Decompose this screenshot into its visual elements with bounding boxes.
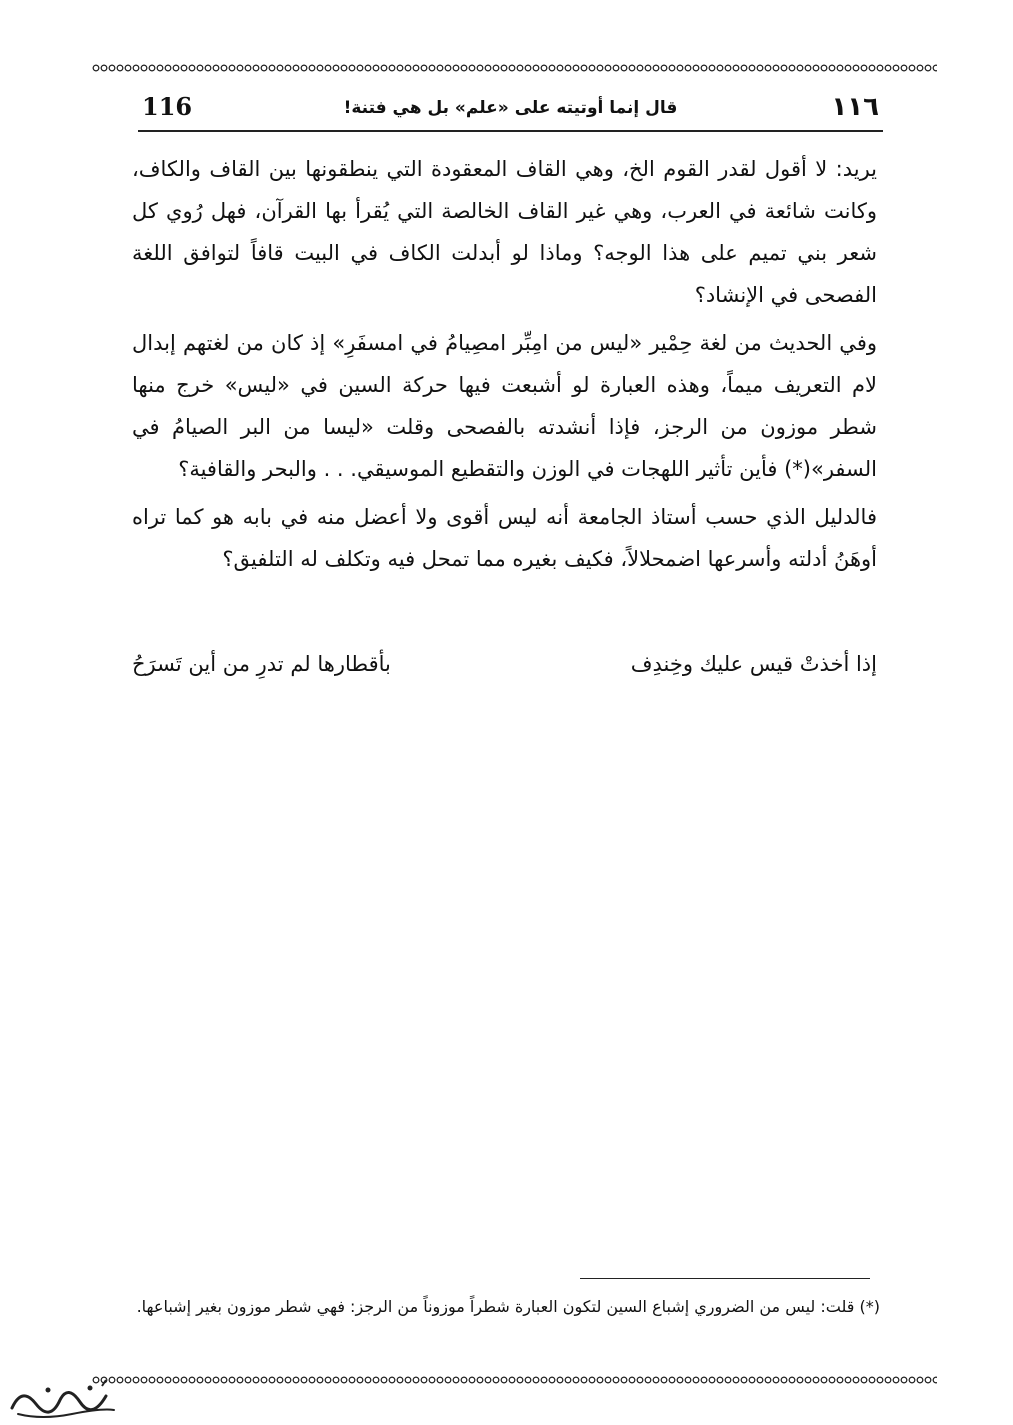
bottom-ornament-border (92, 1374, 937, 1386)
footnote-separator (580, 1278, 870, 1279)
main-text (132, 148, 877, 586)
paragraph-3: فالدليل الذي حسب أستاذ الجامعة أنه ليس أقوى ولا أعضل منه في بابه هو كما تراه أوهَنُ أدلته وأسرعها اضمحلالاً، فكيف بغيره مما تمحل فيه وتكلف له التلفيق؟ (132, 505, 877, 571)
poetry-verse (132, 652, 877, 692)
verse-first-hemistich: إذا أخذتْ قيس عليك وخِندِف (630, 652, 877, 676)
paragraph-2: وفي الحديث من لغة حِمْير «ليس من امِبِّر امصِيامُ في امسفَرِ» إذ كان من لغتهم إبدال لام التعريف ميماً، وهذه العبارة لو أشبعت فيها حركة السين في «ليس» خرج منها شطر موزون من الرجز، فإذا أنشدته بالفصحى وقلت «ليسا من البر الصيامُ في السفر»(*) فأين تأثير اللهجات في الوزن والتقطيع الموسيقي. . . والبحر والقافية؟ (132, 331, 877, 481)
top-ornament-border (92, 62, 937, 74)
footnote: (*) قلت: ليس من الضروري إشباع السين لتكون العبارة شطراً موزوناً من الرجز: فهي شطر موزون بغير إشباعها. (136, 1297, 880, 1316)
verse-second-hemistich: بأقطارها لم تدرِ من أين تَسرَحُ (132, 652, 391, 676)
page-header (138, 92, 883, 132)
page-number-arabic: ١١٦ (831, 92, 879, 122)
running-title: قال إنما أوتيته على «علم» بل هي فتنة! (343, 98, 678, 118)
paragraph-1: يريد: لا أقول لقدر القوم الخ، وهي القاف المعقودة التي ينطقونها بين القاف والكاف، وكانت شائعة في العرب، وهي غير القاف الخالصة التي يُقرأ بها القرآن، فهل رُوي كل شعر بني تميم على هذا الوجه؟ وماذا لو أبدلت الكاف في البيت قافاً لتوافق اللغة الفصحى في الإنشاد؟ (132, 157, 877, 307)
page-number-latin: 116 (142, 92, 193, 121)
library-stamp-logo (2, 1378, 122, 1422)
